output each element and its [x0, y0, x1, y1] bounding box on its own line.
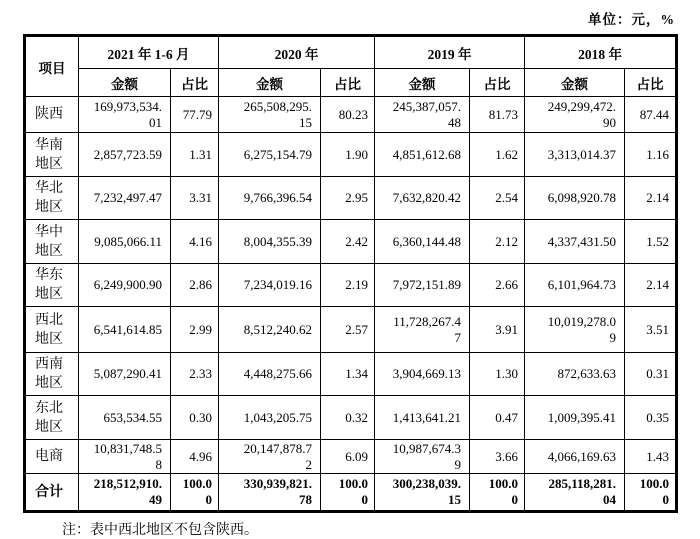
region-label: 华北地区: [25, 177, 79, 220]
ratio-cell: 1.34: [321, 353, 375, 396]
ratio-cell: 4.16: [171, 220, 219, 264]
amount-cell: 20,147,878.72: [219, 440, 321, 474]
amount-cell: 10,987,674.39: [375, 440, 470, 474]
table-row-east-china: [25, 264, 677, 307]
amount-cell: 2,857,723.59: [79, 133, 171, 177]
table-row-southwest: [25, 353, 677, 396]
ratio-cell: 3.66: [470, 440, 525, 474]
ratio-cell: 1.31: [171, 133, 219, 177]
ratio-cell: 2.99: [171, 307, 219, 353]
subheader-amount-2018: 金额: [525, 69, 625, 97]
subheader-amount-2021: 金额: [79, 69, 171, 97]
amount-cell: 7,972,151.89: [375, 264, 470, 307]
amount-cell: 5,087,290.41: [79, 353, 171, 396]
col-header-2020: 2020 年: [219, 36, 375, 69]
ratio-cell: 100.00: [625, 474, 677, 512]
header-row-years: [25, 36, 677, 69]
footnote: 注：表中西北地区不包含陕西。: [62, 523, 258, 538]
ratio-cell: 2.42: [321, 220, 375, 264]
ratio-cell: 3.31: [171, 177, 219, 220]
ratio-cell: 1.43: [625, 440, 677, 474]
amount-cell: 4,337,431.50: [525, 220, 625, 264]
amount-cell: 218,512,910.49: [79, 474, 171, 512]
region-label: 华中地区: [25, 220, 79, 264]
ratio-cell: 2.86: [171, 264, 219, 307]
table-row-south-china: [25, 133, 677, 177]
subheader-amount-2020: 金额: [219, 69, 321, 97]
table-row-northwest: [25, 307, 677, 353]
ratio-cell: 81.73: [470, 97, 525, 133]
subheader-ratio-2020: 占比: [321, 69, 375, 97]
table-row-north-china: [25, 177, 677, 220]
ratio-cell: 1.90: [321, 133, 375, 177]
region-label: 陕西: [25, 97, 79, 133]
amount-cell: 300,238,039.15: [375, 474, 470, 512]
amount-cell: 249,299,472.90: [525, 97, 625, 133]
ratio-cell: 0.47: [470, 396, 525, 440]
amount-cell: 6,541,614.85: [79, 307, 171, 353]
subheader-ratio-2021: 占比: [171, 69, 219, 97]
amount-cell: 6,249,900.90: [79, 264, 171, 307]
header-row-subcolumns: [25, 69, 677, 97]
region-label: 华东地区: [25, 264, 79, 307]
col-header-2018: 2018 年: [525, 36, 677, 69]
ratio-cell: 1.62: [470, 133, 525, 177]
amount-cell: 7,632,820.42: [375, 177, 470, 220]
ratio-cell: 1.16: [625, 133, 677, 177]
amount-cell: 872,633.63: [525, 353, 625, 396]
total-label: 合计: [25, 474, 79, 512]
ratio-cell: 87.44: [625, 97, 677, 133]
amount-cell: 6,098,920.78: [525, 177, 625, 220]
amount-cell: 1,043,205.75: [219, 396, 321, 440]
ratio-cell: 2.54: [470, 177, 525, 220]
revenue-by-region-table: [23, 34, 678, 513]
ratio-cell: 3.91: [470, 307, 525, 353]
amount-cell: 9,085,066.11: [79, 220, 171, 264]
ratio-cell: 4.96: [171, 440, 219, 474]
ratio-cell: 100.00: [171, 474, 219, 512]
region-label: 西北地区: [25, 307, 79, 353]
ratio-cell: 2.95: [321, 177, 375, 220]
amount-cell: 8,004,355.39: [219, 220, 321, 264]
ratio-cell: 1.30: [470, 353, 525, 396]
ratio-cell: 0.32: [321, 396, 375, 440]
ratio-cell: 2.12: [470, 220, 525, 264]
ratio-cell: 2.19: [321, 264, 375, 307]
amount-cell: 8,512,240.62: [219, 307, 321, 353]
ratio-cell: 2.57: [321, 307, 375, 353]
table-row-central-china: [25, 220, 677, 264]
ratio-cell: 2.14: [625, 264, 677, 307]
amount-cell: 11,728,267.47: [375, 307, 470, 353]
ratio-cell: 77.79: [171, 97, 219, 133]
amount-cell: 6,101,964.73: [525, 264, 625, 307]
region-label: 西南地区: [25, 353, 79, 396]
ratio-cell: 3.51: [625, 307, 677, 353]
amount-cell: 6,275,154.79: [219, 133, 321, 177]
table-row-ecommerce: [25, 440, 677, 474]
ratio-cell: 0.31: [625, 353, 677, 396]
subheader-ratio-2018: 占比: [625, 69, 677, 97]
amount-cell: 285,118,281.04: [525, 474, 625, 512]
amount-cell: 3,904,669.13: [375, 353, 470, 396]
amount-cell: 7,232,497.47: [79, 177, 171, 220]
amount-cell: 6,360,144.48: [375, 220, 470, 264]
ratio-cell: 2.33: [171, 353, 219, 396]
col-header-2021h1: 2021 年 1-6 月: [79, 36, 219, 69]
region-label: 东北地区: [25, 396, 79, 440]
amount-cell: 653,534.55: [79, 396, 171, 440]
table-row-northeast: [25, 396, 677, 440]
amount-cell: 7,234,019.16: [219, 264, 321, 307]
amount-cell: 330,939,821.78: [219, 474, 321, 512]
amount-cell: 4,448,275.66: [219, 353, 321, 396]
ratio-cell: 2.66: [470, 264, 525, 307]
ratio-cell: 80.23: [321, 97, 375, 133]
table-row-total: [25, 474, 677, 512]
ratio-cell: 1.52: [625, 220, 677, 264]
ratio-cell: 100.00: [321, 474, 375, 512]
region-label: 华南地区: [25, 133, 79, 177]
amount-cell: 4,851,612.68: [375, 133, 470, 177]
ratio-cell: 2.14: [625, 177, 677, 220]
amount-cell: 245,387,057.48: [375, 97, 470, 133]
table-row-shaanxi: [25, 97, 677, 133]
ratio-cell: 6.09: [321, 440, 375, 474]
amount-cell: 9,766,396.54: [219, 177, 321, 220]
amount-cell: 1,009,395.41: [525, 396, 625, 440]
ratio-cell: 100.00: [470, 474, 525, 512]
col-header-2019: 2019 年: [375, 36, 525, 69]
amount-cell: 4,066,169.63: [525, 440, 625, 474]
subheader-amount-2019: 金额: [375, 69, 470, 97]
amount-cell: 10,019,278.09: [525, 307, 625, 353]
ratio-cell: 0.35: [625, 396, 677, 440]
unit-label: 单位：元，%: [588, 12, 675, 27]
amount-cell: 169,973,534.01: [79, 97, 171, 133]
region-label: 电商: [25, 440, 79, 474]
subheader-ratio-2019: 占比: [470, 69, 525, 97]
amount-cell: 265,508,295.15: [219, 97, 321, 133]
amount-cell: 1,413,641.21: [375, 396, 470, 440]
amount-cell: 3,313,014.37: [525, 133, 625, 177]
amount-cell: 10,831,748.58: [79, 440, 171, 474]
col-header-item: 项目: [25, 36, 79, 97]
ratio-cell: 0.30: [171, 396, 219, 440]
